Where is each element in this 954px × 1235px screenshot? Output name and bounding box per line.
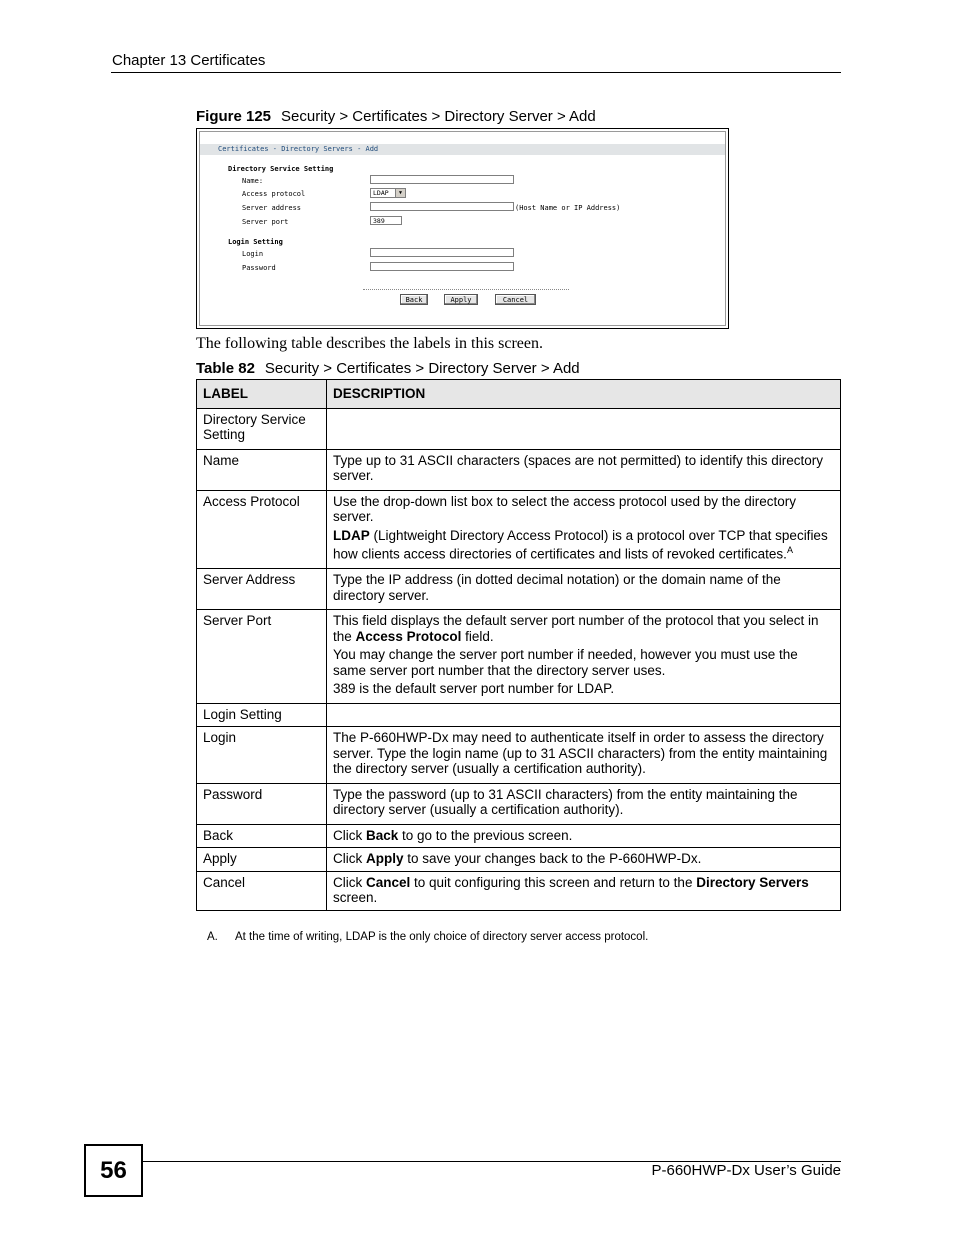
apply-post: to save your changes back to the P-660HWP-Dx. (403, 851, 702, 866)
table-row (197, 408, 841, 449)
login-label: Login (242, 250, 264, 258)
port-text-c: field. (461, 628, 494, 644)
password-description: Type the password (up to 31 ASCII characters) from the entity maintaining the directory server (usually a certification authority). (333, 786, 798, 817)
table-row (197, 783, 841, 824)
login-description: The P-660HWP-Dx may need to authenticate itself in order to assess the directory server. Type the login name (up to 31 ASCII characters) from the entity maintaining the directory server (usually a certification authority). (333, 730, 828, 776)
row-label: Cancel (197, 871, 327, 910)
ldap-text: (Lightweight Directory Access Protocol) is a protocol over TCP that specifies how clients access directories of certificates and lists of revoked certificates. (333, 527, 828, 562)
name-label: Name: (242, 177, 264, 185)
row-description (327, 824, 841, 848)
server-address-label: Server address (242, 204, 302, 212)
row-description (327, 783, 841, 824)
row-label: Password (197, 783, 327, 824)
footnote-text: At the time of writing, LDAP is the only choice of directory server access protocol. (235, 931, 649, 943)
back-button[interactable]: Back (400, 294, 428, 305)
cancel-post: screen. (333, 890, 378, 905)
chevron-down-icon: ▼ (395, 189, 405, 197)
table-row (197, 703, 841, 727)
footnote-mark: A. (207, 931, 218, 943)
port-text-a: This field displays the default server port number of the protocol that you select in the (333, 613, 819, 644)
row-description (327, 610, 841, 704)
table-row (197, 871, 841, 910)
login-setting-section: Login Setting (228, 238, 283, 246)
port-term: Access Protocol (355, 628, 462, 644)
server-address-hint: (Host Name or IP Address) (515, 204, 621, 212)
table-caption (196, 360, 580, 377)
table-row (197, 727, 841, 784)
access-protocol-select[interactable] (370, 188, 406, 198)
apply-term: Apply (366, 851, 404, 866)
name-input[interactable] (370, 175, 514, 184)
row-label: Apply (197, 848, 327, 872)
protocol-description: Use the drop-down list box to select the access protocol used by the directory server. (333, 493, 796, 524)
figure-title: Security > Certificates > Directory Server > Add (281, 108, 596, 125)
access-protocol-label: Access protocol (242, 190, 306, 198)
row-description (327, 569, 841, 610)
label-column-header: LABEL (197, 380, 327, 409)
table-row (197, 490, 841, 569)
row-label: Name (197, 449, 327, 490)
description-column-header: DESCRIPTION (327, 380, 841, 409)
directory-servers-term: Directory Servers (696, 874, 809, 890)
table-row (197, 824, 841, 848)
figure-caption (196, 108, 596, 125)
guide-title: P-660HWP-Dx User’s Guide (651, 1162, 841, 1179)
table-row (197, 610, 841, 704)
directory-service-section: Directory Service Setting (228, 165, 334, 173)
password-input[interactable] (370, 262, 514, 271)
table-header-row (197, 380, 841, 409)
button-divider (363, 289, 569, 290)
figure-label: Figure 125 (196, 108, 272, 125)
back-post: to go to the previous screen. (398, 827, 573, 843)
row-description (327, 449, 841, 490)
row-label: Server Port (197, 610, 327, 704)
cancel-pre: Click (333, 874, 366, 890)
row-description (327, 490, 841, 569)
table-row (197, 569, 841, 610)
row-label: Directory Service Setting (197, 408, 327, 449)
page-number: 56 (84, 1144, 143, 1197)
port-description-2: You may change the server port number if needed, however you must use the same server port number that the directory server uses. (333, 647, 798, 678)
port-description-1 (333, 613, 834, 644)
row-description (327, 871, 841, 910)
figure-screenshot (196, 128, 729, 329)
cancel-mid: to quit configuring this screen and return to the (410, 874, 697, 890)
password-label: Password (242, 264, 276, 272)
table-label: Table 82 (196, 360, 255, 377)
footnote-ref[interactable]: A (786, 545, 793, 555)
login-input[interactable] (370, 248, 514, 257)
apply-pre: Click (333, 851, 366, 866)
back-pre: Click (333, 827, 366, 843)
table-row (197, 848, 841, 872)
back-term: Back (366, 827, 399, 843)
table-row (197, 449, 841, 490)
page-header (111, 52, 841, 73)
table-footnote (207, 931, 648, 943)
intro-text: The following table describes the labels in this screen. (196, 335, 544, 352)
screen-title: Certificates - Directory Servers - Add (200, 144, 725, 155)
row-label: Login (197, 727, 327, 784)
screen-panel (199, 131, 726, 326)
label-description-table (196, 379, 841, 911)
apply-button[interactable]: Apply (444, 294, 478, 305)
chapter-title: Chapter 13 Certificates (112, 52, 266, 69)
port-description-3: 389 is the default server port number for LDAP. (333, 681, 615, 696)
row-label: Server Address (197, 569, 327, 610)
name-description: Type up to 31 ASCII characters (spaces are not permitted) to identify this directory server. (333, 452, 823, 483)
row-description (327, 703, 841, 727)
cancel-term: Cancel (366, 874, 411, 890)
server-port-input[interactable]: 389 (370, 216, 402, 225)
ldap-description (333, 528, 834, 563)
ldap-term: LDAP (333, 527, 370, 543)
row-description (327, 408, 841, 449)
row-label: Back (197, 824, 327, 848)
access-protocol-value: LDAP (373, 189, 389, 197)
row-label: Access Protocol (197, 490, 327, 569)
row-description (327, 848, 841, 872)
row-label: Login Setting (197, 703, 327, 727)
server-port-label: Server port (242, 218, 289, 226)
cancel-button[interactable]: Cancel (495, 294, 536, 305)
row-description (327, 727, 841, 784)
server-address-input[interactable] (370, 202, 514, 211)
table-title: Security > Certificates > Directory Server > Add (264, 360, 580, 377)
address-description: Type the IP address (in dotted decimal notation) or the domain name of the directory server. (333, 572, 781, 603)
